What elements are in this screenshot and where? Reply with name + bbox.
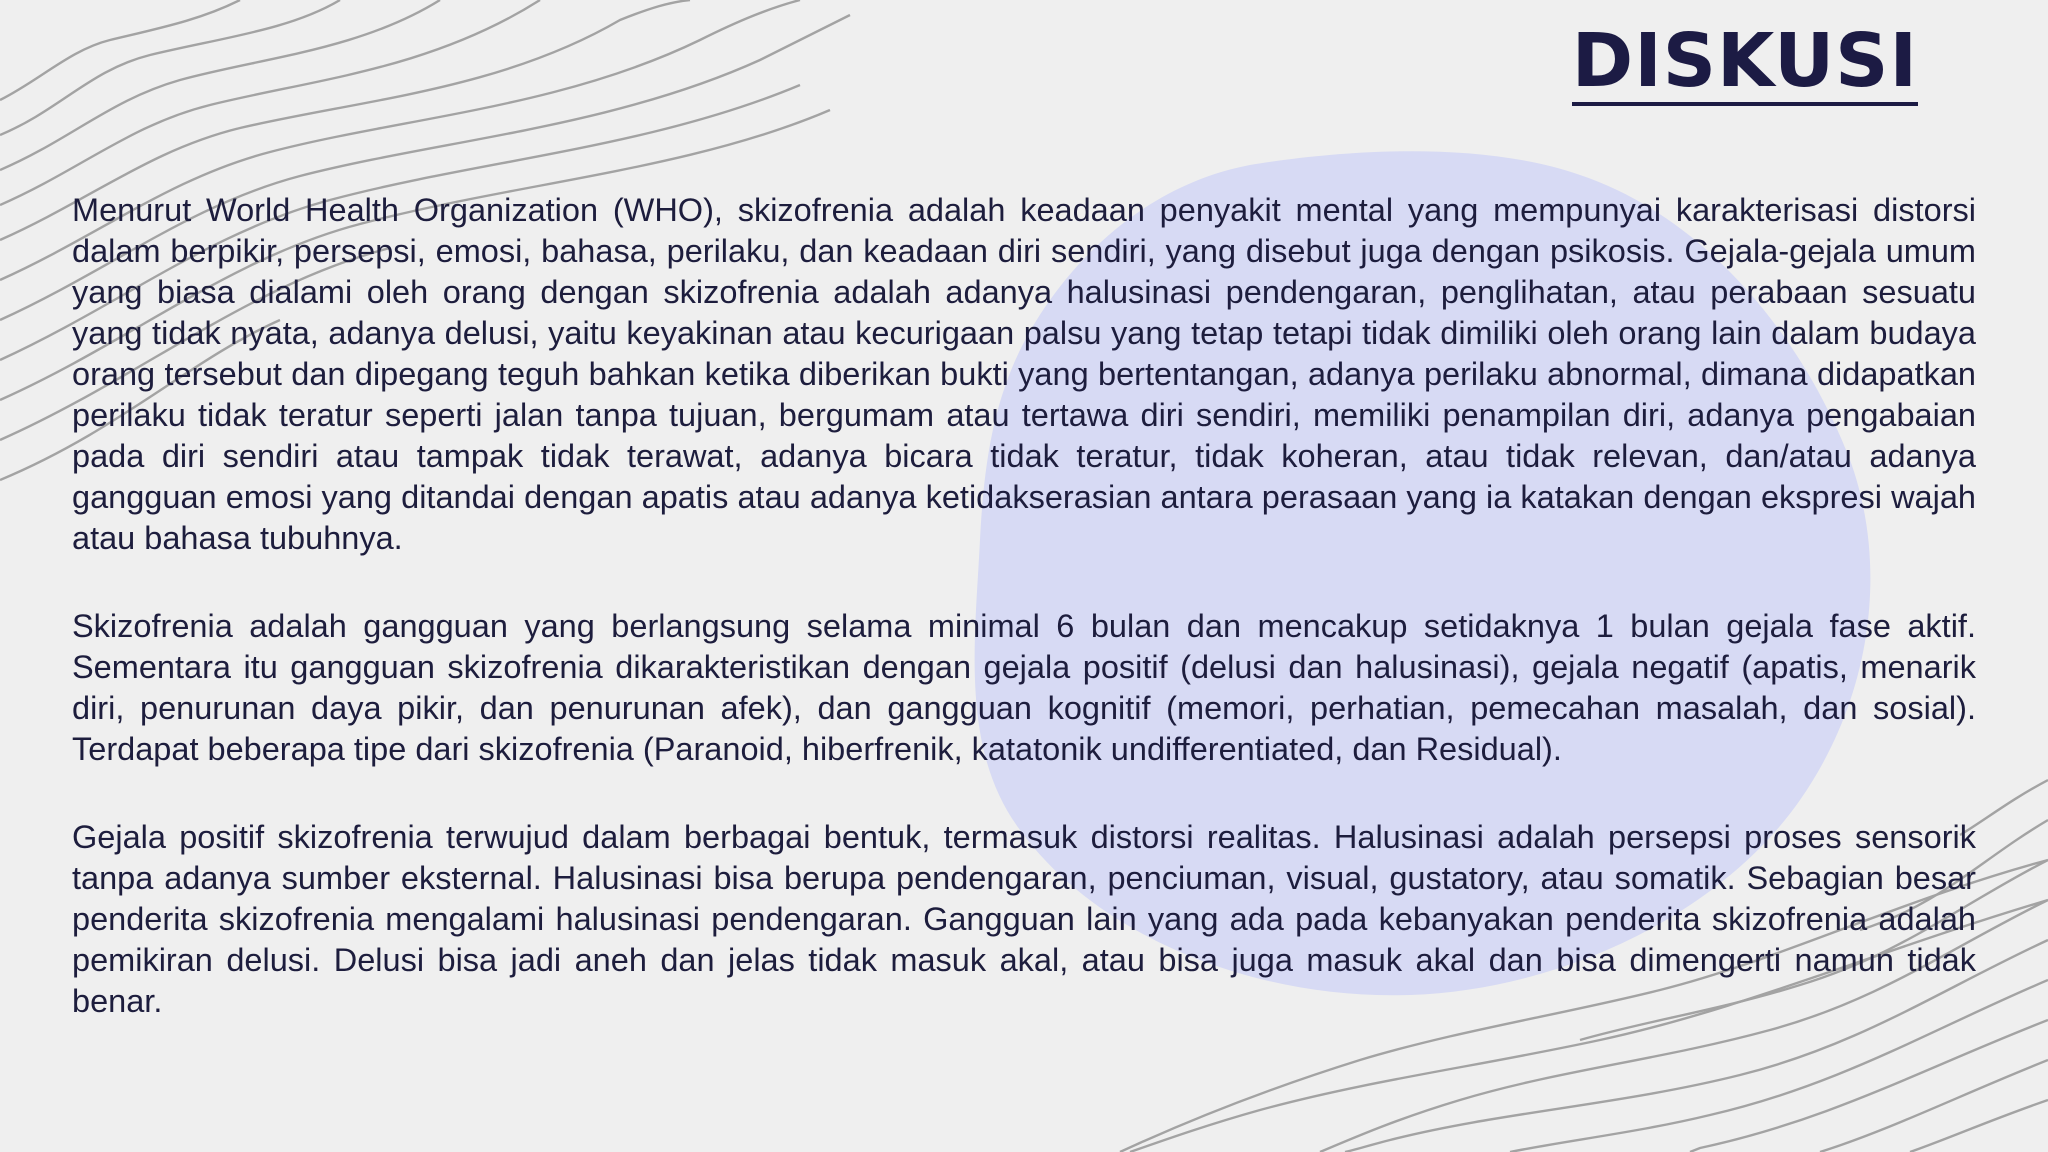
slide-title: DISKUSI [1571,18,1918,104]
paragraph-duration-symptoms: Skizofrenia adalah gangguan yang berlangsung selama minimal 6 bulan dan mencakup setidaknya 1 bulan gejala fase aktif. Sementara itu gangguan skizofrenia dikarakteristikan dengan gejala positif (delusi dan halusinasi), gejala negatif (apatis, menarik diri, penurunan daya pikir, dan penurunan afek), dan gangguan kognitif (memori, perhatian, pemecahan masalah, dan sosial). Terdapat beberapa tipe dari skizofrenia (Paranoid, hiberfrenik, katatonik undifferentiated, dan Residual). [72,608,1976,767]
discussion-content [72,190,1976,1069]
paragraph-who-definition: Menurut World Health Organization (WHO), skizofrenia adalah keadaan penyakit mental yang mempunyai karakterisasi distorsi dalam berpikir, persepsi, emosi, bahasa, perilaku, dan keadaan diri sendiri, yang disebut juga dengan psikosis. Gejala-gejala umum yang biasa dialami oleh orang dengan skizofrenia adalah adanya halusinasi pendengaran, penglihatan, atau perabaan sesuatu yang tidak nyata, adanya delusi, yaitu keyakinan atau kecurigaan palsu yang tetap tetapi tidak dimiliki oleh orang lain dalam budaya orang tersebut dan dipegang teguh bahkan ketika diberikan bukti yang bertentangan, adanya perilaku abnormal, dimana didapatkan perilaku tidak teratur seperti jalan tanpa tujuan, bergumam atau tertawa diri sendiri, memiliki penampilan diri, adanya pengabaian pada diri sendiri atau tampak tidak terawat, adanya bicara tidak teratur, tidak koheran, atau tidak relevan, dan/atau adanya gangguan emosi yang ditandai dengan apatis atau adanya ketidakserasian antara perasaan yang ia katakan dengan ekspresi wajah atau bahasa tubuhnya. [72,192,1976,556]
paragraph-positive-symptoms: Gejala positif skizofrenia terwujud dalam berbagai bentuk, termasuk distorsi realitas. Halusinasi adalah persepsi proses sensorik tanpa adanya sumber eksternal. Halusinasi bisa berupa pendengaran, penciuman, visual, gustatory, atau somatik. Sebagian besar penderita skizofrenia mengalami halusinasi pendengaran. Gangguan lain yang ada pada kebanyakan penderita skizofrenia adalah pemikiran delusi. Delusi bisa jadi aneh dan jelas tidak masuk akal, atau bisa juga masuk akal dan bisa dimengerti namun tidak benar. [72,819,1976,1019]
